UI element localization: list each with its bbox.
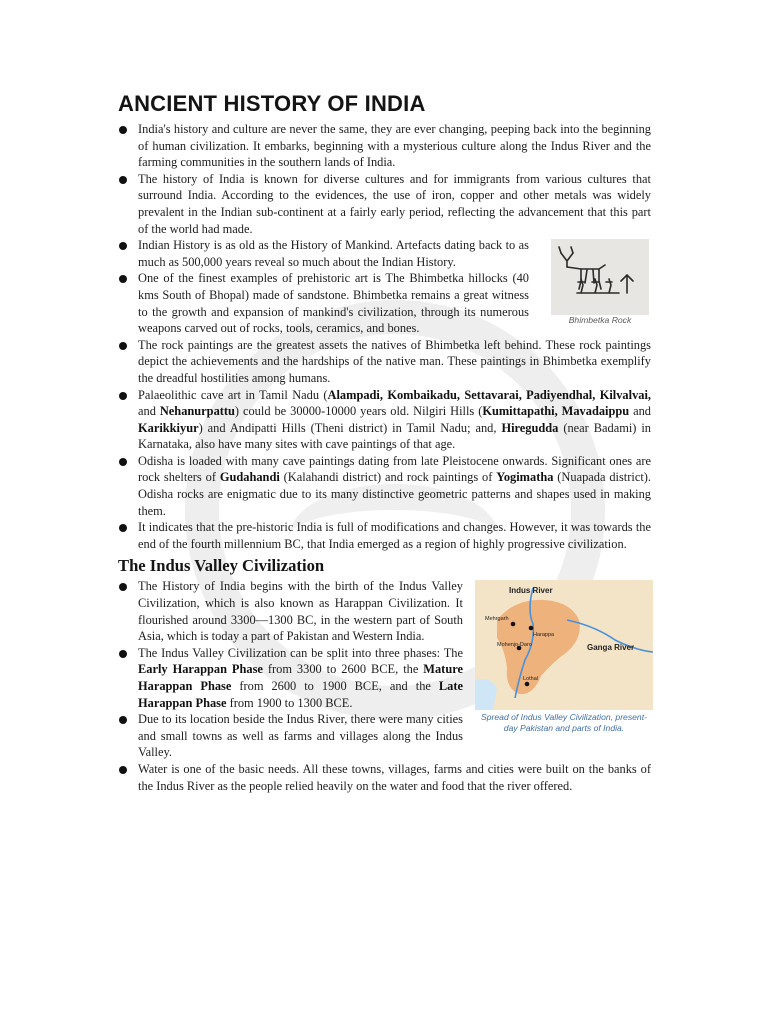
document-page xyxy=(116,91,651,794)
list-item: The rock paintings are the greatest assets the natives of Bhimbetka left behind. These rock paintings depict the achievements and the hardships of the native man. These paintings in Bhimbetka exemplify the dreadful hostilities among humans. xyxy=(116,337,651,387)
figure-caption: Spread of Indus Valley Civilization, present-day Pakistan and parts of India. xyxy=(481,712,647,734)
bold-term: Alampadi, Kombaikadu, Settavarai, Padiyendhal, Kilvalvai, xyxy=(327,387,651,402)
section-heading: The Indus Valley Civilization xyxy=(118,556,325,576)
list-item: Palaeolithic cave art in Tamil Nadu (Alampadi, Kombaikadu, Settavarai, Padiyendhal, Kilvalvai, and Nehanurpattu) could be 30000-10000 years old. Nilgiri Hills (Kumittapathi, Mavadaippu and Karikkiyur) and Andipatti Hills (Theni district) in Tamil Nadu; and, Hiregudda (near Badami) in Karnataka, also have many sites with cave paintings of that age. xyxy=(116,387,651,453)
bold-term: Karikkiyur xyxy=(138,420,199,435)
page-title: ANCIENT HISTORY OF INDIA xyxy=(118,91,426,116)
map-label: Lothal xyxy=(523,676,538,683)
bold-term: Late Harappan Phase xyxy=(138,679,463,710)
figure-caption: Bhimbetka Rock xyxy=(568,315,632,326)
bold-term: Early Harappan Phase xyxy=(138,662,263,677)
list-item: Odisha is loaded with many cave paintings dating from late Pleistocene onwards. Significant ones are rock shelters of Gudahandi (Kalahandi district) and rock paintings of Yogimatha (Nuapada district). Odisha rocks are enigmatic due to its many distinctive geometric patterns and shapes used in making them. xyxy=(116,453,651,519)
map-label: Harappa xyxy=(533,632,555,639)
section2-list xyxy=(116,578,651,794)
map-label: Ganga River xyxy=(587,643,635,653)
map-label: Indus River xyxy=(509,586,553,596)
bold-term: Mature Harappan Phase xyxy=(138,662,463,693)
list-item: It indicates that the pre-historic India is full of modifications and changes. However, it was towards the end of the fourth millennium BC, that India emerged as a region of highly progressive civilization. xyxy=(116,519,651,552)
list-item: The history of India is known for diverse cultures and for immigrants from various cultures that surround India. According to the evidences, the use of iron, copper and other metals was widely prevalent in the Indian sub-continent at a fairly early period, reflecting the advancement that this part of the world had made. xyxy=(116,171,651,237)
bold-term: Kumittapathi, Mavadaippu xyxy=(482,404,630,419)
list-item: The Indus Valley Civilization can be split into three phases: The Early Harappan Phase from 3300 to 2600 BCE, the Mature Harappan Phase from 2600 to 1900 BCE, and the Late Harappan Phase from 1900 to 1300 BCE. xyxy=(116,645,651,711)
bold-term: Nehanurpattu xyxy=(159,404,235,419)
list-item: The History of India begins with the birth of the Indus Valley Civilization, which is also known as Harappan Civilization. It flourished around 3300—1300 BC, in the western part of South Asia, which is today a part of Pakistan and Western India. xyxy=(116,578,651,644)
bold-term: Yogimatha xyxy=(496,470,554,485)
list-item: India's history and culture are never the same, they are ever changing, peeping back into the beginning of human civilization. It embarks, beginning with a mysterious culture along the Indus River and the farming communities in the southern lands of India. xyxy=(116,121,651,171)
list-item: One of the finest examples of prehistoric art is The Bhimbetka hillocks (40 kms South of Bhopal) made of sandstone. Bhimbetka remains a great witness to the growth and expansion of mankind's civilization, through its numerous weapons carved out of rocks, tools, ceramics, and bones. xyxy=(116,270,651,336)
section1-list xyxy=(116,121,651,552)
map-label: Mehrgarh xyxy=(485,616,509,623)
bold-term: Hiregudda xyxy=(501,420,559,435)
list-item: Water is one of the basic needs. All these towns, villages, farms and cities were built on the banks of the Indus River as the people relied heavily on the water and food that the river offered. xyxy=(116,761,651,794)
bold-term: Gudahandi xyxy=(219,470,280,485)
list-item: Indian History is as old as the History of Mankind. Artefacts dating back to as much as 500,000 years reveal so much about the Indian History. xyxy=(116,237,651,270)
map-label: Mohenjo-Daro xyxy=(497,642,532,649)
list-item: Due to its location beside the Indus River, there were many cities and small towns as well as farms and villages along the Indus Valley. xyxy=(116,711,651,761)
